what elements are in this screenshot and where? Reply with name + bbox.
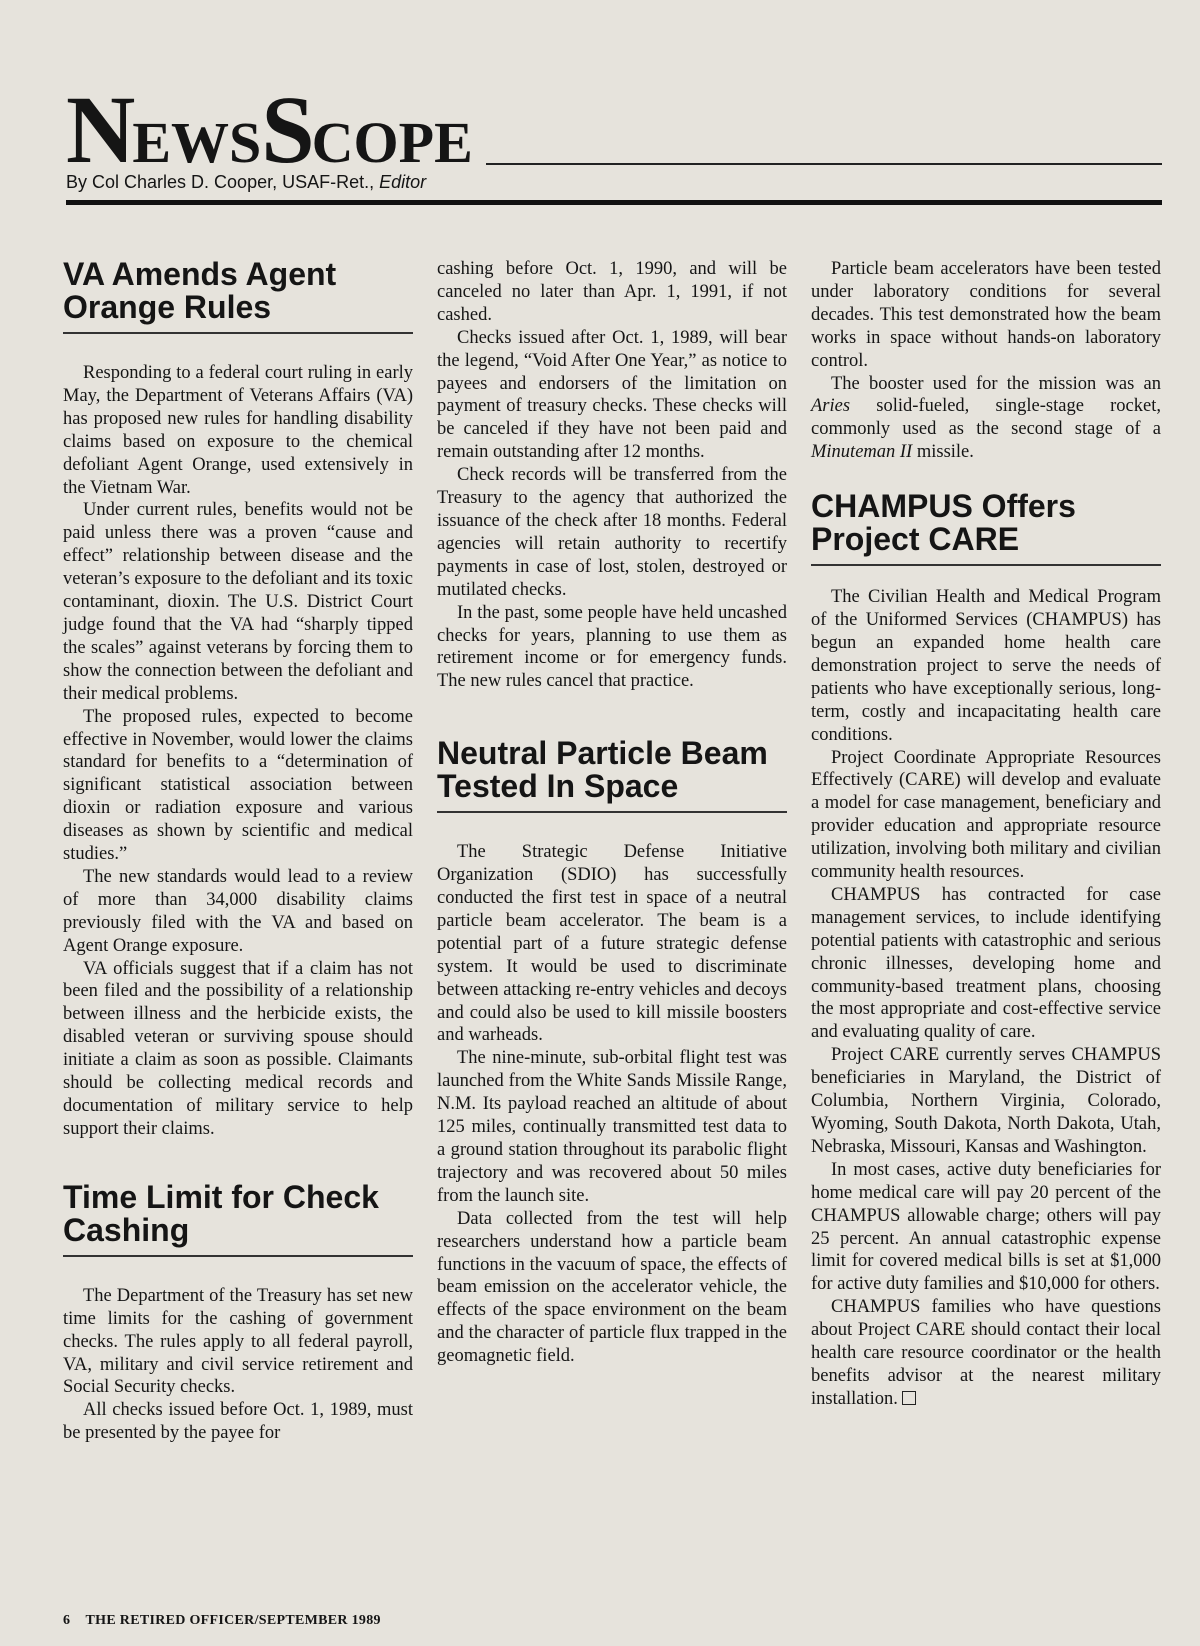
- section-logo: NEWSSCOPE: [66, 76, 473, 183]
- paragraph: The Department of the Treasury has set new time limits for the cashing of government checks. The rules apply to all federal payroll, VA, military and civil service retirement and Social Security checks.: [63, 1285, 413, 1398]
- paragraph: Data collected from the test will help researchers understand how a particle beam functions in the vacuum of space, the effects of beam emission on the accelerator vehicle, the effects of the space environment on the beam and the character of particle flux trapped in the geomagnetic field.: [437, 1208, 787, 1367]
- paragraph: All checks issued before Oct. 1, 1989, must be presented by the payee for: [63, 1400, 413, 1444]
- page-number: 6: [63, 1613, 71, 1628]
- publication-line: THE RETIRED OFFICER/SEPTEMBER 1989: [85, 1613, 381, 1628]
- page-footer: [63, 1613, 381, 1629]
- paragraph: In most cases, active duty beneficiaries for home medical care will pay 20 percent of the CHAMPUS allowable charge; others will pay 25 percent. An annual catastrophic expense limit for covered medical bills is set at $1,000 for active duty families and $10,000 for others.: [811, 1159, 1161, 1295]
- paragraph: Check records will be transferred from the Treasury to the agency that authorized the issuance of the check after 18 months. Federal agencies will retain authority to recertify payments in case of lost, stolen, destroyed or mutilated checks.: [437, 465, 787, 600]
- paragraph-continued: cashing before Oct. 1, 1990, and will be canceled no later than Apr. 1, 1991, if not cashed.: [437, 259, 787, 325]
- masthead: [66, 76, 1162, 212]
- paragraph: The Civilian Health and Medical Program of the Uniformed Services (CHAMPUS) has begun an expanded home health care demonstration project to serve the needs of patients who have exceptionally serious, long-term, costly and incapacitating health care conditions.: [811, 587, 1161, 745]
- article-title-check-cashing: Time Limit for Check Cashing: [63, 1181, 413, 1257]
- byline-role: Editor: [379, 172, 427, 192]
- column-2: [437, 258, 787, 1368]
- column-3: [811, 258, 1161, 1411]
- paragraph: The Strategic Defense Initiative Organization (SDIO) has successfully conducted the first test in space of a neutral particle beam accelerator. The beam is a potential part of a future strategic defense system. It would be used to discriminate between attacking re-entry vehicles and decoys and could also be used to kill missile boosters and warheads.: [437, 842, 787, 1046]
- article-title-champus: CHAMPUS Offers Project CARE: [811, 490, 1161, 566]
- paragraph: Particle beam accelerators have been tested under laboratory conditions for several decades. This test demonstrated how the beam works in space without hands-on laboratory control.: [811, 259, 1161, 371]
- column-1: [63, 258, 413, 1445]
- paragraph: The proposed rules, expected to become effective in November, would lower the claims standard for benefits to a “determination of significant statistical association between dioxin or radiation exposure and various diseases as shown by scientific and medical studies.”: [63, 706, 413, 865]
- paragraph: Project CARE currently serves CHAMPUS beneficiaries in Maryland, the District of Columbia, Northern Virginia, Colorado, Wyoming, South Dakota, North Dakota, Utah, Nebraska, Missouri, Kansas and Washington.: [811, 1045, 1161, 1157]
- paragraph: CHAMPUS has contracted for case management services, to include identifying potential patients with catastrophic and serious chronic illnesses, developing home and community-based treatment plans, choosing the most appropriate and cost-effective service and evaluating quality of care.: [811, 884, 1161, 1043]
- paragraph: Responding to a federal court ruling in early May, the Department of Veterans Affairs (VA) has proposed new rules for handling disability claims based on exposure to the chemical defoliant Agent Orange, used extensively in the Vietnam War.: [63, 363, 413, 498]
- header-divider: [66, 200, 1162, 205]
- paragraph: CHAMPUS families who have questions about Project CARE should contact their local health care resource coordinator or the health benefits advisor at the nearest military installation.: [811, 1297, 1161, 1409]
- paragraph: The nine-minute, sub-orbital flight test was launched from the White Sands Missile Range, N.M. Its payload reached an altitude of about 125 miles, continually transmitted test data to a ground station throughout its parabolic flight trajectory and was recovered about 50 miles from the launch site.: [437, 1048, 787, 1206]
- article-title-agent-orange: VA Amends Agent Orange Rules: [63, 258, 413, 334]
- paragraph: The new standards would lead to a review of more than 34,000 disability claims previously filed with the VA and based on Agent Orange exposure.: [63, 866, 413, 956]
- article-title-particle-beam: Neutral Particle Beam Tested In Space: [437, 737, 787, 813]
- paragraph: Project Coordinate Appropriate Resources Effectively (CARE) will develop and evaluate a model for case management, beneficiary and provider education and appropriate resource utilization, involving both military and civilian community health resources.: [811, 747, 1161, 883]
- paragraph: The booster used for the mission was an Aries solid-fueled, single-stage rocket, commonly used as the second stage of a Minuteman II missile.: [811, 373, 1161, 463]
- masthead-rule: [486, 163, 1162, 165]
- paragraph: Checks issued after Oct. 1, 1989, will bear the legend, “Void After One Year,” as notice to payees and endorsers of the limitation on payment of treasury checks. These checks will be canceled if they have not been paid and remain outstanding after 12 months.: [437, 327, 787, 463]
- paragraph: In the past, some people have held uncashed checks for years, planning to use them as retirement income or for emergency funds. The new rules cancel that practice.: [437, 602, 787, 692]
- byline: By Col Charles D. Cooper, USAF-Ret., Editor: [66, 172, 427, 192]
- end-of-article-mark: [902, 1391, 916, 1405]
- paragraph: Under current rules, benefits would not be paid unless there was a proven “cause and effect” relationship between disease and the veteran’s exposure to the defoliant and its toxic contaminant, dioxin. The U.S. District Court judge found that the VA had “sharply tipped the scales” against veterans by forcing them to show the connection between the defoliant and their medical problems.: [63, 500, 413, 704]
- paragraph: VA officials suggest that if a claim has not been filed and the possibility of a relationship between illness and the herbicide exists, the disabled veteran or surviving spouse should initiate a claim as soon as possible. Claimants should be collecting medical records and documentation of military service to help support their claims.: [63, 958, 413, 1139]
